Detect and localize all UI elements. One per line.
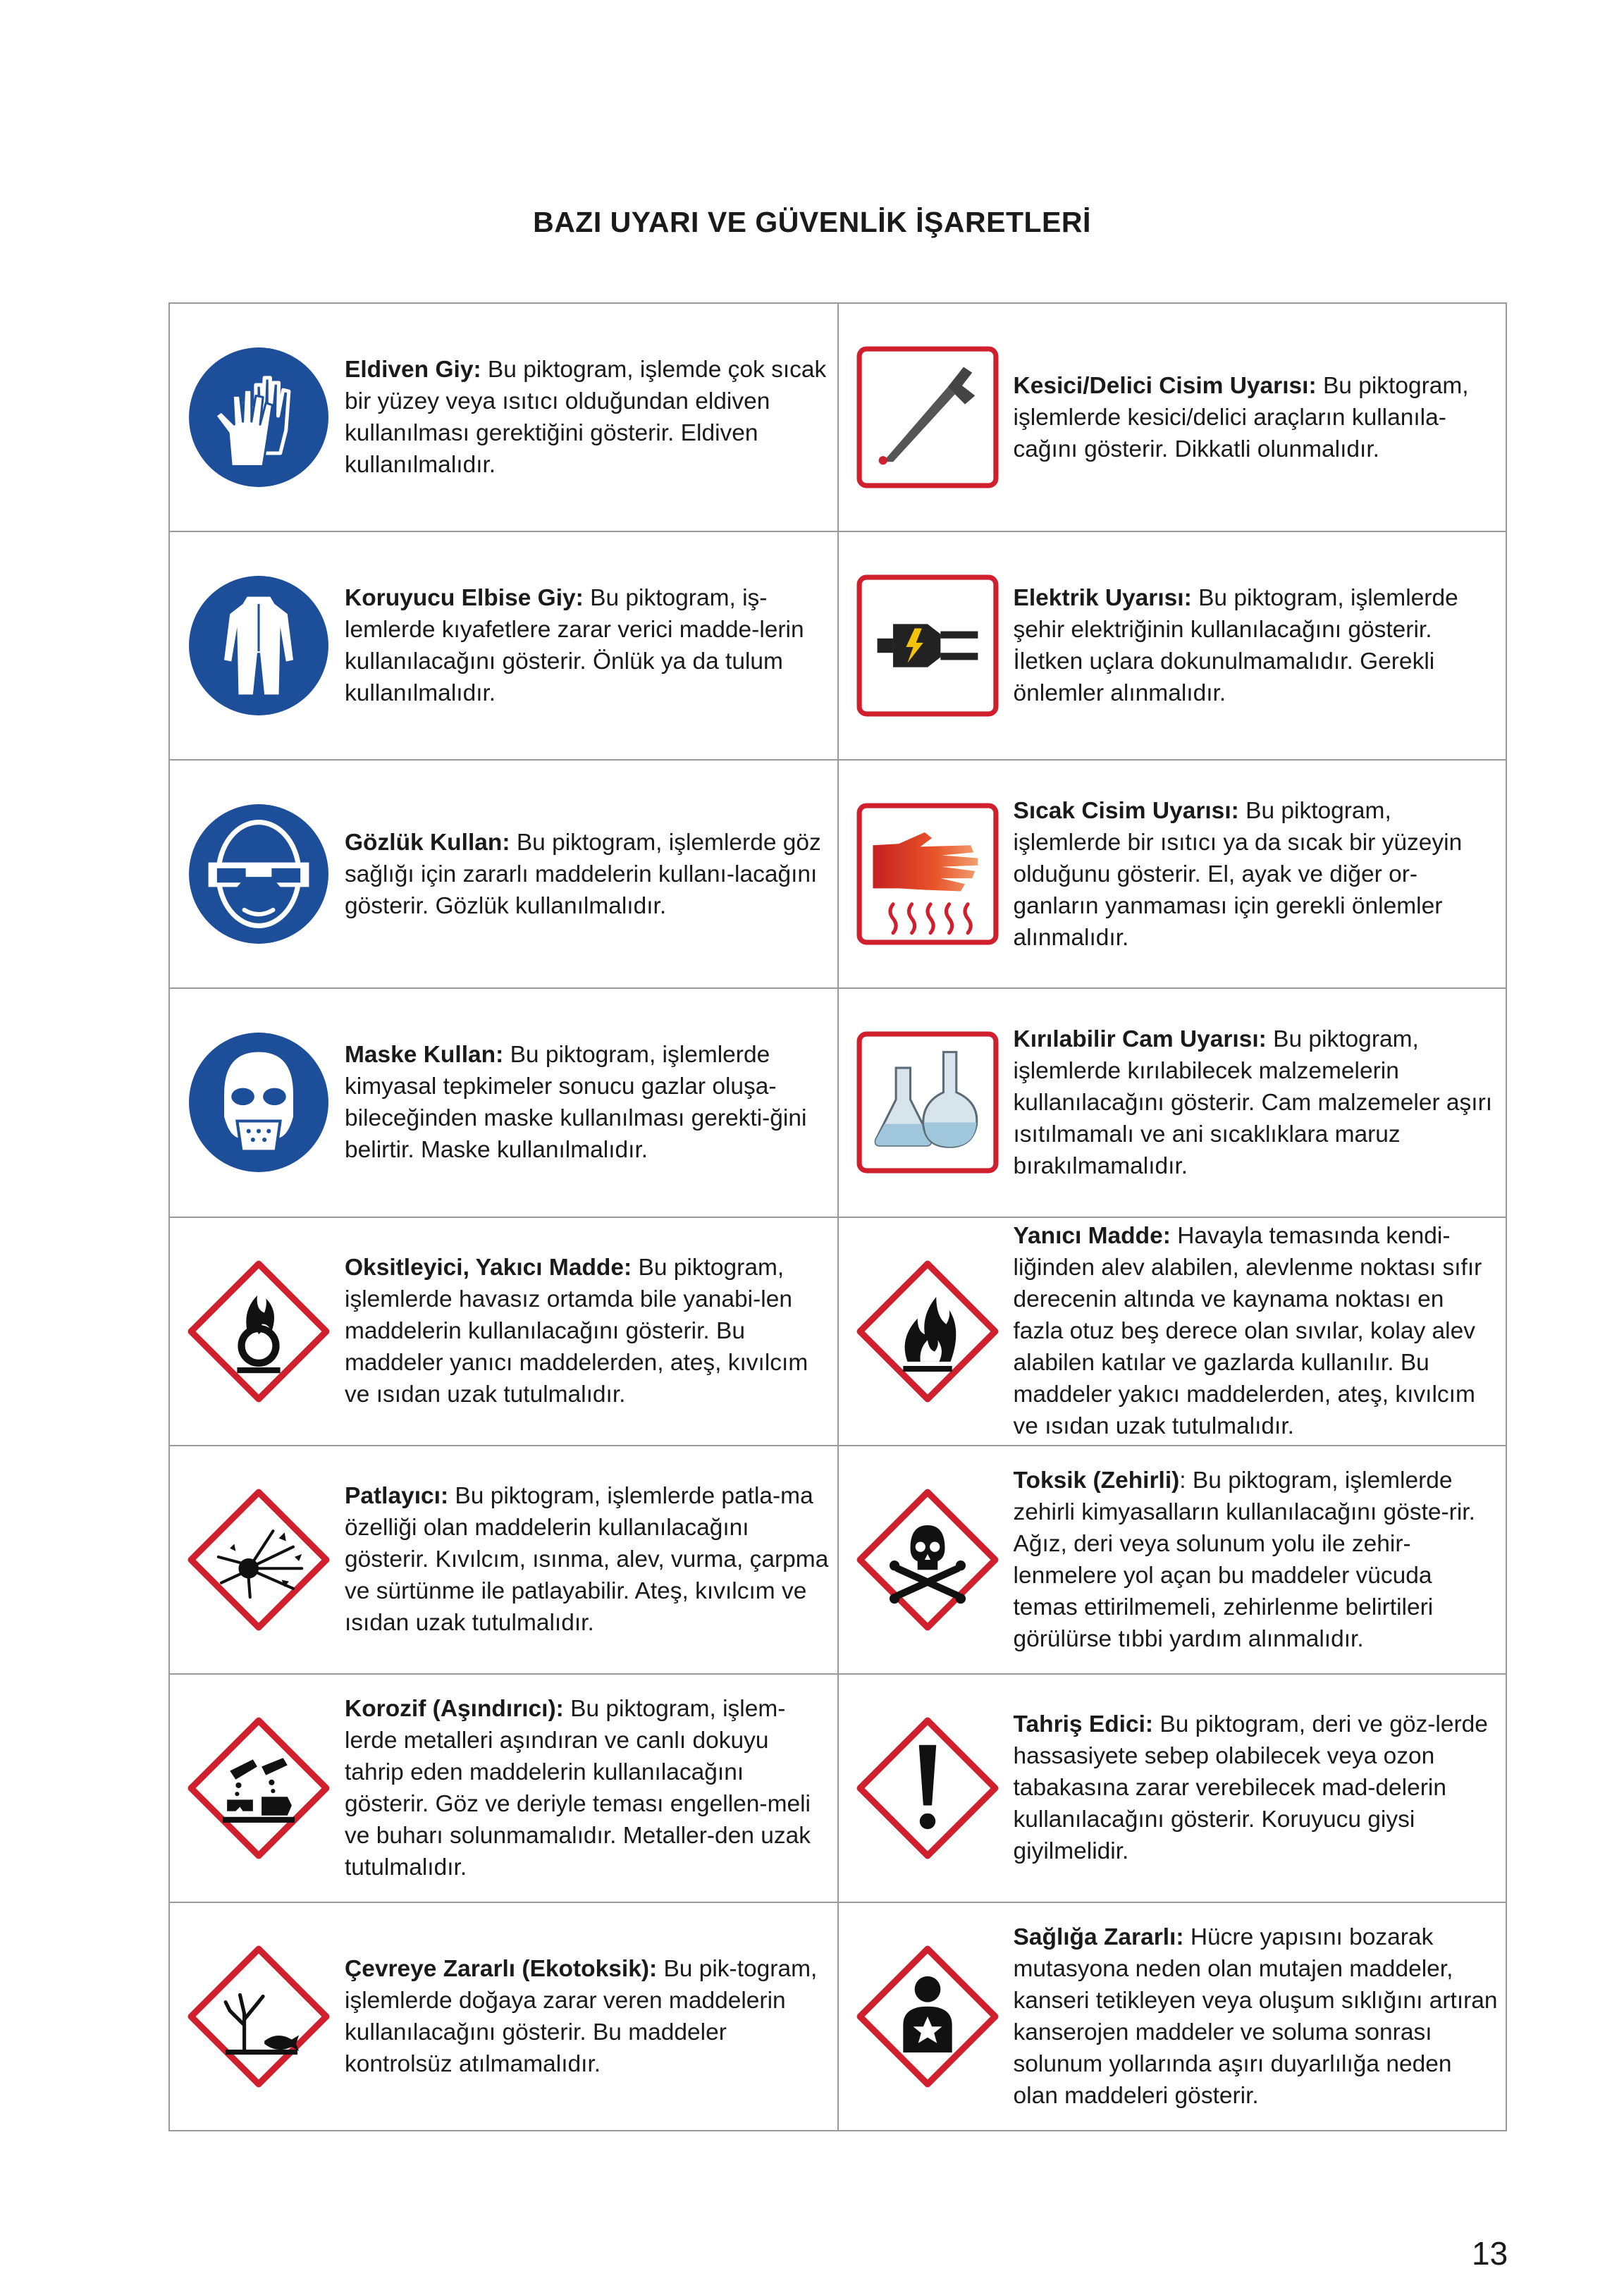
sign-title: Elektrik Uyarısı: (1013, 585, 1192, 612)
sign-title: Çevreye Zararlı (Ekotoksik): (345, 1955, 658, 1982)
sign-title: Gözlük Kullan: (345, 829, 510, 856)
glass-flasks-icon (856, 1030, 999, 1174)
sign-title: Tahriş Edici: (1013, 1711, 1154, 1738)
sign-description (1014, 582, 1499, 709)
sign-description (1014, 1921, 1499, 2112)
sign-cell-gloves (170, 304, 839, 532)
sign-title-suffix: : (1179, 1467, 1186, 1494)
sign-description (1014, 1465, 1499, 1655)
hot-surface-hand-icon (856, 802, 999, 946)
sign-title: Kesici/Delici Cisim Uyarısı: (1013, 372, 1317, 399)
sign-description (345, 1252, 830, 1410)
cutting-blade-icon (856, 345, 999, 489)
sign-title: Yanıcı Madde: (1013, 1223, 1171, 1250)
sign-cell-flammable (839, 1218, 1508, 1446)
safety-goggles-icon (187, 802, 331, 946)
sign-title: Toksik (Zehirli) (1013, 1467, 1180, 1494)
flame-over-circle-icon (187, 1260, 331, 1403)
sign-title: Maske Kullan: (345, 1042, 504, 1069)
sign-body: Bu piktogram, işlem-lerde metalleri aşındıran ve canlı dokuyu tahrip eden maddelerin kullanılacağını gösterir. Göz ve deriyle teması engellen-meli ve buharı solunmamalıdır. Metaller-den uzak tutulmalıdır. (345, 1695, 811, 1880)
sign-body: Bu piktogram, işlemlerde bir ısıtıcı ya da sıcak bir yüzeyin olduğunu gösterir. El, ayak ve diğer or-ganların yanmaması için gerekli önlemler alınmalıdır. (1013, 797, 1463, 951)
sign-body: Bu piktogram, işlemlerde şehir elektriğinin kullanılacağını gösterir. İletken uçlara dokunulmamalıdır. Gerekli önlemler alınmalıdır. (1013, 585, 1458, 707)
sign-cell-suit (170, 532, 839, 761)
sign-cell-cutting (839, 304, 1508, 532)
sign-cell-corrosive (170, 1675, 839, 1903)
sign-body: Bu piktogram, işlemlerde havasız ortamda bile yanabi-len maddelerin kullanılacağını gösterir. Bu maddeler yanıcı maddelerden, ateş, kıvılcım ve ısıdan uzak tutulmalıdır. (345, 1255, 808, 1408)
gas-mask-icon (187, 1030, 331, 1174)
exploding-bomb-icon (187, 1488, 331, 1632)
health-hazard-icon (856, 1945, 999, 2088)
electric-plug-icon (856, 574, 999, 718)
sign-body: Bu piktogram, deri ve göz-lerde hassasiyete sebep olabilecek veya ozon tabakasına zarar verebilecek mad-delerin kullanılacağını gösterir. Koruyucu giysi giyilmelidir. (1013, 1711, 1488, 1865)
sign-cell-environment (170, 1903, 839, 2131)
sign-description (345, 354, 830, 481)
sign-body: Bu piktogram, işlemde çok sıcak bir yüzey veya ısıtıcı olduğundan eldiven kullanılması gerektiğini gösterir. Eldiven kullanılmalıdır. (345, 357, 827, 479)
sign-description (1014, 1709, 1499, 1867)
sign-description (345, 582, 830, 709)
sign-title: Oksitleyici, Yakıcı Madde: (345, 1255, 632, 1281)
sign-cell-irritant (839, 1675, 1508, 1903)
sign-description (345, 827, 830, 922)
safety-signs-table (168, 302, 1507, 2131)
gloves-icon (187, 345, 331, 489)
sign-body: Bu piktogram, iş-lemlerde kıyafetlere zarar verici madde-lerin kullanılacağını gösterir. Önlük ya da tulum kullanılmalıdır. (345, 585, 804, 707)
sign-body: Hücre yapısını bozarak mutasyona neden olan mutajen maddeler, kanseri tetikleyen veya oluşum sıklığını artıran kanserojen maddeler ve soluma sonrası solunum yollarında aşırı duyarlılığa neden olan maddeleri gösterir. (1013, 1923, 1498, 2109)
exclamation-mark-icon (856, 1716, 999, 1860)
sign-description (1014, 370, 1499, 465)
sign-body: Bu piktogram, işlemlerde zehirli kimyasalların kullanılacağını göste-rir. Ağız, deri veya solunum yolu ile zehir-lenmelere yol açan bu maddeler vücuda temas ettirilmemeli, zehirlenme belirtileri görülürse tıbbi yardım alınmalıdır. (1013, 1467, 1475, 1652)
sign-title: Kırılabilir Cam Uyarısı: (1013, 1026, 1267, 1052)
sign-title: Koruyucu Elbise Giy: (345, 585, 584, 612)
sign-cell-goggles (170, 761, 839, 989)
sign-body: Bu piktogram, işlemlerde kimyasal tepkimeler sonucu gazlar oluşa-bileceğinden maske kullanılması gerekti-ğini belirtir. Maske kullanılmalıdır. (345, 1042, 807, 1164)
sign-title: Eldiven Giy: (345, 357, 481, 383)
sign-body: Bu piktogram, işlemlerde kırılabilecek malzemelerin kullanılacağını gösterir. Cam malzemeler aşırı ısıtılmamalı ve ani sıcaklıklara maruz bırakılmamalıdır. (1013, 1026, 1493, 1179)
sign-description (345, 1953, 830, 2080)
sign-description (345, 1693, 830, 1883)
protective-suit-icon (187, 574, 331, 718)
sign-cell-health (839, 1903, 1508, 2131)
sign-description (345, 1480, 830, 1639)
sign-body: Bu piktogram, işlemlerde göz sağlığı için zararlı maddelerin kullanı-lacağını gösterir. Gözlük kullanılmalıdır. (345, 829, 821, 919)
page-number: 13 (1472, 2235, 1508, 2272)
sign-description (1014, 1220, 1499, 1442)
sign-description (1014, 795, 1499, 954)
sign-cell-explosive (170, 1446, 839, 1675)
sign-title: Korozif (Aşındırıcı): (345, 1695, 564, 1722)
sign-cell-electric (839, 532, 1508, 761)
sign-body: Bu piktogram, işlemlerde kesici/delici araçların kullanıla-cağını gösterir. Dikkatli olunmalıdır. (1013, 372, 1469, 462)
sign-title: Patlayıcı: (345, 1483, 449, 1510)
sign-title: Sağlığa Zararlı: (1013, 1923, 1184, 1950)
environment-icon (187, 1945, 331, 2088)
sign-cell-mask (170, 989, 839, 1217)
sign-title: Sıcak Cisim Uyarısı: (1013, 797, 1239, 824)
sign-body: Bu piktogram, işlemlerde patla-ma özelliği olan maddelerin kullanılacağını gösterir. Kıvılcım, ısınma, alev, vurma, çarpma ve sürtünme ile patlayabilir. Ateş, kıvılcım ve ısıdan uzak tutulmalıdır. (345, 1483, 829, 1637)
sign-cell-oxidizer (170, 1218, 839, 1446)
sign-description (345, 1039, 830, 1166)
sign-body: Havayla temasında kendi-liğinden alev alabilen, alevlenme noktası sıfır derecenin altında ve kaynama noktası en fazla otuz beş derece olan sıvılar, kolay alev alabilen katılar ve gazlarda kullanılır. Bu maddeler yakıcı maddelerden, ateş, kıvılcım ve ısıdan uzak tutulmalıdır. (1013, 1223, 1482, 1440)
sign-cell-toxic (839, 1446, 1508, 1675)
sign-body: Bu pik-togram, işlemlerde doğaya zarar veren maddelerin kullanılacağını gösterir. Bu maddeler kontrolsüz atılmamalıdır. (345, 1955, 818, 2077)
skull-crossbones-icon (856, 1488, 999, 1632)
sign-cell-hot (839, 761, 1508, 989)
sign-cell-glass (839, 989, 1508, 1217)
sign-description (1014, 1023, 1499, 1182)
flame-icon (856, 1260, 999, 1403)
page-title: BAZI UYARI VE GÜVENLİK İŞARETLERİ (533, 206, 1091, 238)
corrosion-icon (187, 1716, 331, 1860)
